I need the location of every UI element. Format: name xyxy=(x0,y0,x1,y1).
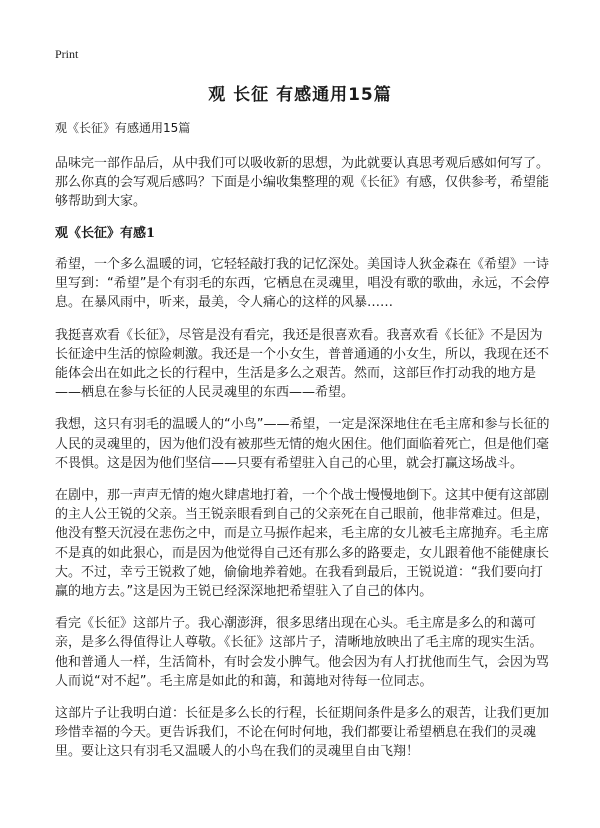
body-paragraph: 在剧中，那一声声无情的炮火肆虐地打着，一个个战士慢慢地倒下。这其中便有这部剧的主人公王锐的父亲。当王锐亲眼看到自己的父亲死在自己眼前，他非常难过。但是，他没有整天沉浸在悲伤之中，而是立马振作起来，毛主席的女儿被毛主席抛弃。毛主席不是真的如此狠心，而是因为他觉得自己还有那么多的路要走，女儿跟着他不能健康长大。不过，幸亏王锐救了她，偷偷地养着她。在我看到最后，王锐说道：“我们要向打赢的地方去。”这是因为王锐已经深深地把希望驻入了自己的体内。 xyxy=(55,488,550,600)
intro-paragraph: 品味完一部作品后，从中我们可以吸收新的思想，为此就要认真思考观后感如何写了。那么你真的会写观后感吗？下面是小编收集整理的观《长征》有感，仅供参考，希望能够帮助到大家。 xyxy=(55,156,550,209)
body-paragraph: 希望，一个多么温暖的词，它轻轻敲打我的记忆深处。美国诗人狄金森在《希望》一诗里写到：“希望”是个有羽毛的东西，它栖息在灵魂里，唱没有歌的歌曲，永远，不会停息。在暴风雨中，听来，最美，令人痛心的这样的风暴…… xyxy=(55,257,550,311)
body-paragraph: 我想，这只有羽毛的温暖人的“小鸟”——希望，一定是深深地住在毛主席和参与长征的人民的灵魂里的，因为他们没有被那些无情的炮火困住。他们面临着死亡，但是他们毫不畏惧。这是因为他们坚信——只要有希望驻入自己的心里，就会打赢这场战斗。 xyxy=(55,417,550,471)
section-heading: 观《长征》有感1 xyxy=(55,226,156,241)
page-title: 观 长征 有感通用15篇 xyxy=(208,85,392,105)
body-paragraph: 看完《长征》这部片子。我心潮澎湃，很多思绪出现在心头。毛主席是多么的和蔼可亲，是多么得值得让人尊敬。《长征》这部片子，清晰地放映出了毛主席的现实生活。他和普通人一样，生活简朴，有时会发小脾气。他会因为有人打扰他而生气，会因为骂人而说“对不起”。毛主席是如此的和蔼，和蔼地对待每一位同志。 xyxy=(55,616,550,689)
document-body xyxy=(55,120,550,775)
print-link[interactable]: Print xyxy=(55,47,79,61)
body-paragraph: 这部片子让我明白道：长征是多么长的行程，长征期间条件是多么的艰苦，让我们更加珍惜幸福的今天。更告诉我们，不论在何时何地，我们都要让希望栖息在我们的灵魂里。要让这只有羽毛又温暖人的小鸟在我们的灵魂里自由飞翔！ xyxy=(55,706,550,760)
document-subtitle: 观《长征》有感通用15篇 xyxy=(55,121,191,135)
body-paragraph: 我挺喜欢看《长征》，尽管是没有看完，我还是很喜欢看。我喜欢看《长征》不是因为长征途中生活的惊险刺激。我还是一个小女生，普普通通的小女生，所以，我现在还不能体会出在如此之长的行程中，生活是多么之艰苦。然而，这部巨作打动我的地方是——栖息在参与长征的人民灵魂里的东西——希望。 xyxy=(55,327,550,401)
